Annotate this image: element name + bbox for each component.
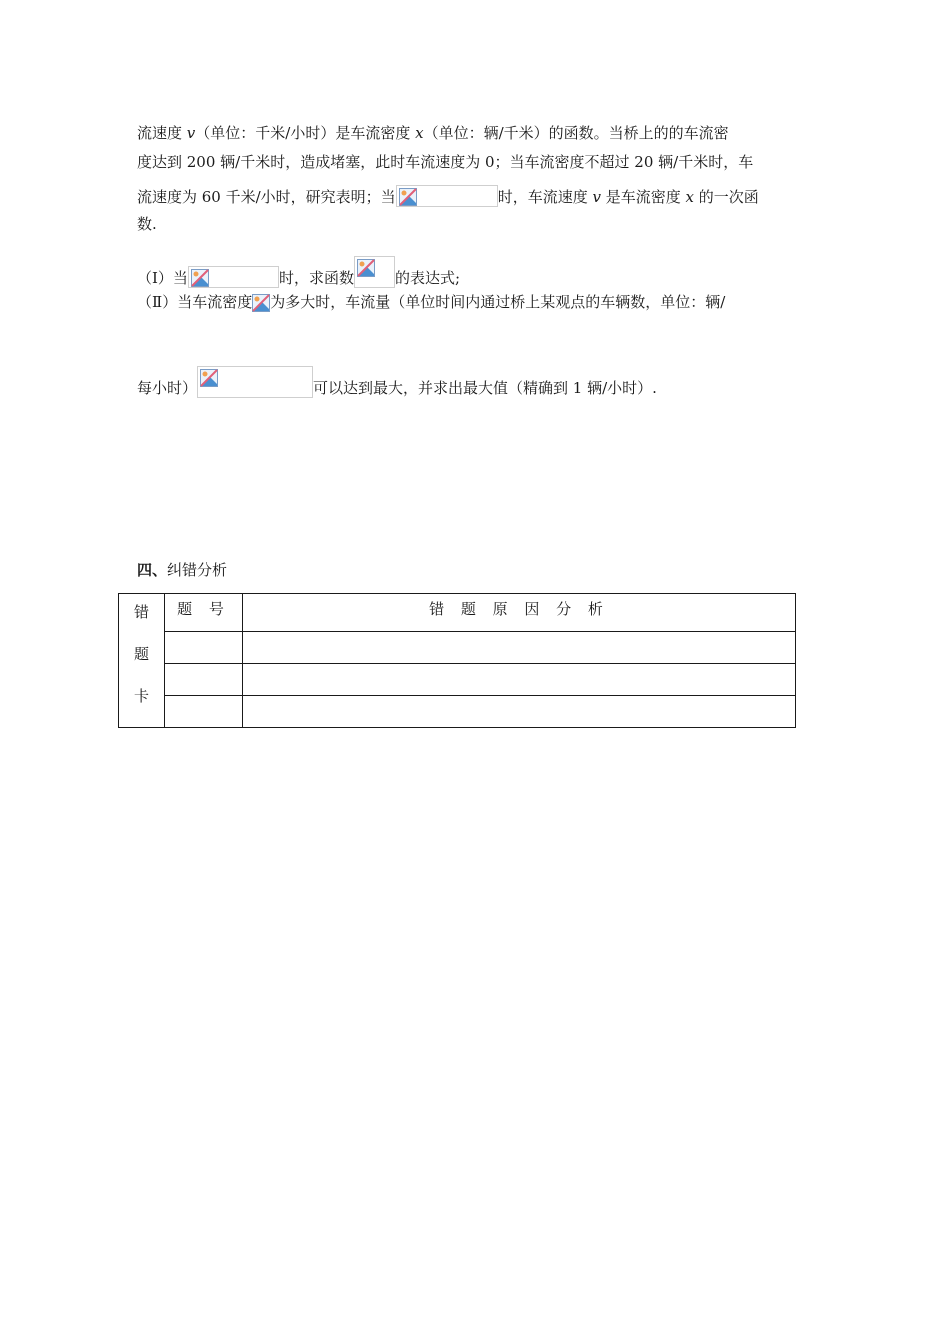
error-analysis-table bbox=[118, 593, 796, 728]
paragraph-line-3 bbox=[137, 185, 759, 207]
broken-image-icon bbox=[191, 269, 209, 287]
text: 时，求函数 bbox=[278, 269, 354, 287]
number-cell[interactable] bbox=[165, 632, 243, 664]
reason-cell[interactable] bbox=[243, 664, 796, 696]
text: 数. bbox=[137, 215, 157, 233]
question-part-1 bbox=[137, 256, 460, 288]
text: （单位：千米/小时）是车流密度 bbox=[195, 124, 416, 142]
table-row bbox=[119, 696, 796, 728]
formula-image bbox=[197, 366, 313, 398]
section-number: 四、 bbox=[137, 561, 168, 579]
text: 度达到 200 辆/千米时，造成堵塞，此时车流速度为 0；当车流密度不超过 20 辆/千米时，车 bbox=[137, 153, 754, 171]
var-x: x bbox=[415, 124, 424, 142]
broken-image-icon bbox=[252, 294, 270, 312]
col-header-number: 题 号 bbox=[165, 594, 243, 632]
question-part-2-cont bbox=[137, 366, 657, 398]
text: 的表达式; bbox=[394, 269, 461, 287]
text: 流速度为 60 千米/小时，研究表明；当 bbox=[137, 188, 396, 206]
table-row bbox=[119, 664, 796, 696]
reason-cell[interactable] bbox=[243, 696, 796, 728]
formula-image bbox=[354, 256, 395, 288]
number-cell[interactable] bbox=[165, 696, 243, 728]
paragraph-line-4 bbox=[137, 214, 157, 234]
side-label-char: 题 bbox=[133, 645, 149, 663]
text: 时，车流速度 bbox=[497, 188, 593, 206]
text: 可以达到最大，并求出最大值（精确到 1 辆/小时）. bbox=[313, 379, 657, 397]
text: 每小时） bbox=[137, 379, 198, 397]
broken-image-icon bbox=[399, 188, 417, 206]
side-label-char: 错 bbox=[133, 603, 149, 621]
table-header-row bbox=[119, 594, 796, 632]
table-row bbox=[119, 632, 796, 664]
question-part-2 bbox=[137, 292, 725, 312]
text: 流速度 bbox=[137, 124, 187, 142]
var-v: v bbox=[592, 188, 601, 206]
paragraph-line-1 bbox=[137, 123, 729, 143]
number-cell[interactable] bbox=[165, 664, 243, 696]
col-header-reason: 错 题 原 因 分 析 bbox=[243, 594, 796, 632]
section-title: 纠错分析 bbox=[167, 561, 228, 579]
var-x: x bbox=[685, 188, 694, 206]
text: （Ⅰ）当 bbox=[137, 269, 188, 287]
text: （Ⅱ）当车流密度 bbox=[137, 293, 253, 311]
text: 是车流密度 bbox=[600, 188, 686, 206]
paragraph-line-2 bbox=[137, 152, 753, 172]
reason-cell[interactable] bbox=[243, 632, 796, 664]
text: 的一次函 bbox=[693, 188, 759, 206]
side-label-cell bbox=[119, 594, 165, 728]
side-label-char: 卡 bbox=[133, 687, 149, 705]
formula-image bbox=[188, 266, 279, 288]
broken-image-icon bbox=[357, 259, 375, 277]
var-v: v bbox=[186, 124, 196, 142]
text: 为多大时，车流量（单位时间内通过桥上某观点的车辆数，单位：辆/ bbox=[270, 293, 726, 311]
section-heading bbox=[137, 560, 227, 580]
text: （单位：辆/千米）的函数。当桥上的的车流密 bbox=[423, 124, 729, 142]
broken-image-icon bbox=[200, 369, 218, 387]
formula-image bbox=[396, 185, 498, 207]
formula-image bbox=[252, 294, 270, 312]
